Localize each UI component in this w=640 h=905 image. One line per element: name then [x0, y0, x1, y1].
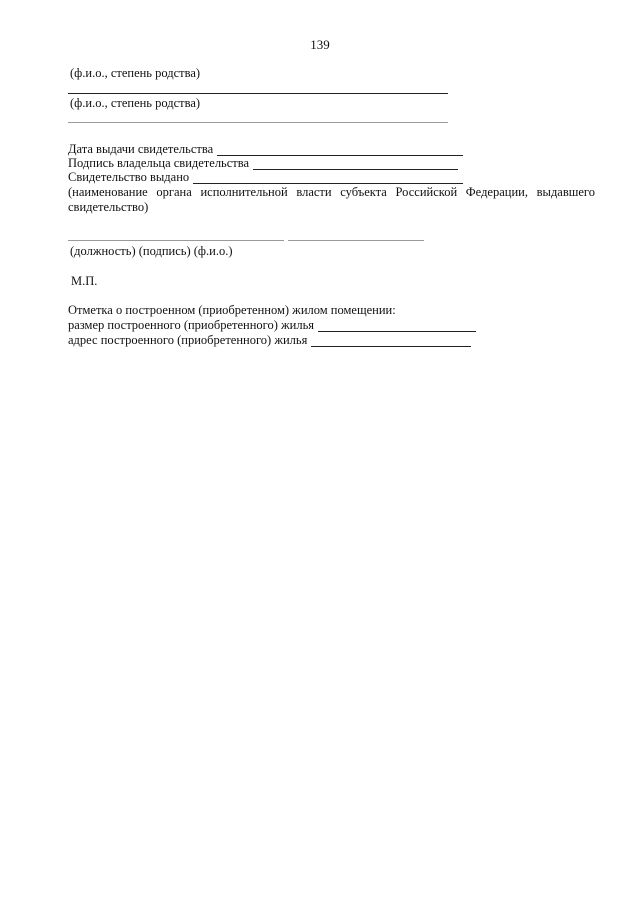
housing-size-label: размер построенного (приобретенного) жилья — [68, 318, 315, 332]
signature-caption: (должность) (подпись) (ф.и.о.) — [70, 244, 233, 258]
issue-date-row — [68, 142, 463, 156]
relative-line-2 — [68, 122, 448, 123]
owner-signature-line — [253, 158, 458, 170]
housing-mark-title: Отметка о построенном (приобретенном) жилом помещении: — [68, 303, 396, 317]
owner-signature-row — [68, 156, 458, 170]
housing-address-label: адрес построенного (приобретенного) жилья — [68, 333, 308, 347]
issued-by-row — [68, 170, 463, 184]
owner-signature-label: Подпись владельца свидетельства — [68, 156, 250, 170]
housing-address-row — [68, 333, 471, 347]
issued-by-label: Свидетельство выдано — [68, 170, 190, 184]
name-line — [288, 240, 424, 241]
relative-label-2: (ф.и.о., степень родства) — [70, 96, 201, 110]
relative-label-1: (ф.и.о., степень родства) — [70, 66, 201, 80]
housing-size-line — [318, 320, 476, 332]
issuer-note-line1: (наименование органа исполнительной власти субъекта Российской Федерации, выдавшего — [68, 185, 595, 199]
stamp-mark: М.П. — [71, 274, 98, 288]
issue-date-label: Дата выдачи свидетельства — [68, 142, 214, 156]
issue-date-line — [217, 144, 463, 156]
relative-line-1 — [68, 93, 448, 94]
housing-address-line — [311, 335, 471, 347]
position-signature-line — [68, 240, 284, 241]
issuer-note-line2: свидетельство) — [68, 200, 149, 214]
page-number: 139 — [310, 37, 330, 52]
housing-size-row — [68, 318, 476, 332]
issued-by-line — [193, 172, 463, 184]
